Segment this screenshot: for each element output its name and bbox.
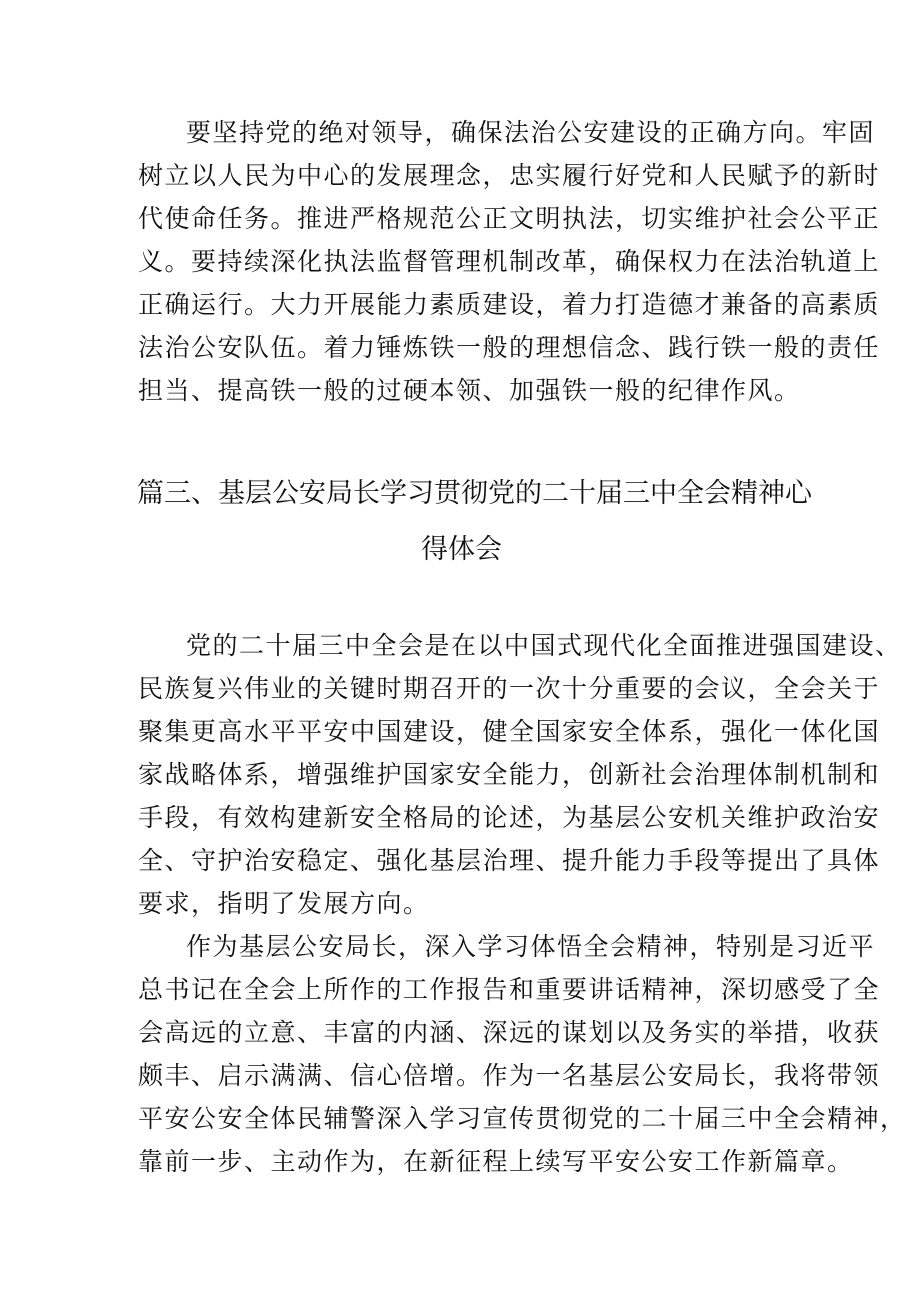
paragraph-3-line-1: 作为基层公安局长，深入学习体悟全会精神，特别是习近平 [186,932,876,961]
paragraph-1-line-3: 代使命任务。推进严格规范公正文明执法，切实维护社会公平正 [138,204,881,233]
paragraph-1-line-6: 法治公安队伍。着力锤炼铁一般的理想信念、践行铁一般的责任 [138,333,881,362]
paragraph-2-line-2: 民族复兴伟业的关键时期召开的一次十分重要的会议，全会关于 [138,674,881,703]
paragraph-3-line-6: 靠前一步、主动作为，在新征程上续写平安公安工作新篇章。 [138,1147,854,1176]
paragraph-1-line-4: 义。要持续深化执法监督管理机制改革，确保权力在法治轨道上 [138,247,881,276]
paragraph-3-line-2: 总书记在全会上所作的工作报告和重要讲话精神，深切感受了全 [138,975,881,1004]
paragraph-3-line-4: 颇丰、启示满满、信心倍增。作为一名基层公安局长，我将带领 [138,1061,881,1090]
paragraph-1-line-2: 树立以人民为中心的发展理念，忠实履行好党和人民赋予的新时 [138,161,881,190]
paragraph-1-line-5: 正确运行。大力开展能力素质建设，着力打造德才兼备的高素质 [138,290,881,319]
section-heading-line-1: 篇三、基层公安局长学习贯彻党的二十届三中全会精神心 [137,478,812,509]
paragraph-2-line-3: 聚集更高水平平安中国建设，健全国家安全体系，强化一体化国 [138,717,881,746]
paragraph-1-line-7: 担当、提高铁一般的过硬本领、加强铁一般的纪律作风。 [138,376,801,405]
section-heading-line-2: 得体会 [421,534,502,565]
paragraph-2-line-1: 党的二十届三中全会是在以中国式现代化全面推进强国建设、 [186,631,902,660]
paragraph-2-line-7: 要求，指明了发展方向。 [138,889,430,918]
paragraph-2-line-5: 手段，有效构建新安全格局的论述，为基层公安机关维护政治安 [138,803,881,832]
paragraph-2-line-4: 家战略体系，增强维护国家安全能力，创新社会治理体制机制和 [138,760,881,789]
paragraph-1-line-1: 要坚持党的绝对领导，确保法治公安建设的正确方向。牢固 [186,118,876,147]
paragraph-3-line-3: 会高远的立意、丰富的内涵、深远的谋划以及务实的举措，收获 [138,1018,881,1047]
paragraph-3-line-5: 平安公安全体民辅警深入学习宣传贯彻党的二十届三中全会精神， [138,1104,907,1133]
paragraph-2-line-6: 全、守护治安稳定、强化基层治理、提升能力手段等提出了具体 [138,846,881,875]
